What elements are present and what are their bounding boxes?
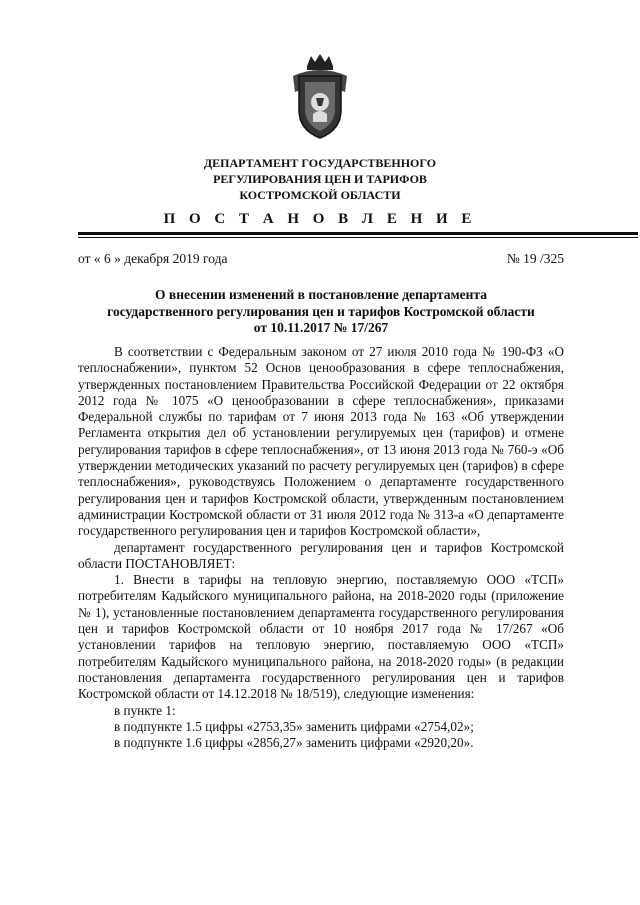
paragraph-resolves: департамент государственного регулирования цен и тарифов Костромской области ПОСТАНОВЛЯЕТ: [78, 539, 564, 571]
document-title [78, 287, 564, 337]
document-date: от « 6 » декабря 2019 года [78, 251, 228, 266]
department-line-3: КОСТРОМСКОЙ ОБЛАСТИ [239, 188, 401, 202]
department-line-2: РЕГУЛИРОВАНИЯ ЦЕН И ТАРИФОВ [213, 172, 427, 186]
header-divider-thin [78, 237, 638, 238]
title-line-2: государственного регулирования цен и тарифов Костромской области [107, 303, 535, 319]
document-number: № 19 /325 [506, 251, 564, 266]
paragraph-preamble: В соответствии с Федеральным законом от 27 июля 2010 года № 190-ФЗ «О теплоснабжении», пунктом 52 Основ ценообразования в сфере теплоснабжения, утвержденных постановлением Правительства Российской Федерации от 22 октября 2012 года № 1075 «О ценообразовании в сфере теплоснабжения», приказами Федеральной службы по тарифам от 7 июня 2013 года № 163 «Об утверждении Регламента открытия дел об установлении регулируемых цен (тарифов) и отмене регулирования тарифов в сфере теплоснабжения», от 13 июня 2013 года № 760-э «Об утверждении методических указаний по расчету регулируемых цен (тарифов) в сфере теплоснабжения», руководствуясь Положением о департаменте государственного регулирования цен и тарифов Костромской области, утвержденным постановлением администрации Костромской области от 31 июля 2012 года № 313-а «О департаменте государственного регулирования цен и тарифов Костромской области», [78, 344, 564, 539]
paragraph-subclause-1-5: в подпункте 1.5 цифры «2753,35» заменить цифрами «2754,02»; [114, 718, 474, 734]
paragraph-item-1: 1. Внести в тарифы на тепловую энергию, поставляемую ООО «ТСП» потребителям Кадыйского муниципального района, на 2018-2020 годы (приложение № 1), установленные постановлением департамента государственного регулирования цен и тарифов Костромской области от 10 ноября 2017 года № 17/267 «Об установлении тарифов на тепловую энергию, поставляемую ООО «ТСП» потребителям Кадыйского муниципального района, на 2018-2020 годы» (в редакции постановления департамента государственного регулирования цен и тарифов Костромской области от 14.12.2018 № 18/519), следующие изменения: [78, 572, 564, 702]
department-line-1: ДЕПАРТАМЕНТ ГОСУДАРСТВЕННОГО [203, 156, 437, 170]
date-number-line [78, 251, 564, 267]
document-type-heading: П О С Т А Н О В Л Е Н И Е [163, 211, 477, 227]
document-body [78, 344, 564, 751]
header-divider-thick [78, 232, 638, 235]
paragraph-clause: в пункте 1: [114, 702, 176, 718]
title-line-1: О внесении изменений в постановление департамента [155, 287, 487, 302]
coat-of-arms-icon [285, 52, 355, 140]
title-line-3: от 10.11.2017 № 17/267 [253, 320, 389, 335]
paragraph-subclause-1-6: в подпункте 1.6 цифры «2856,27» заменить цифрами «2920,20». [114, 735, 474, 751]
department-name [0, 155, 640, 203]
